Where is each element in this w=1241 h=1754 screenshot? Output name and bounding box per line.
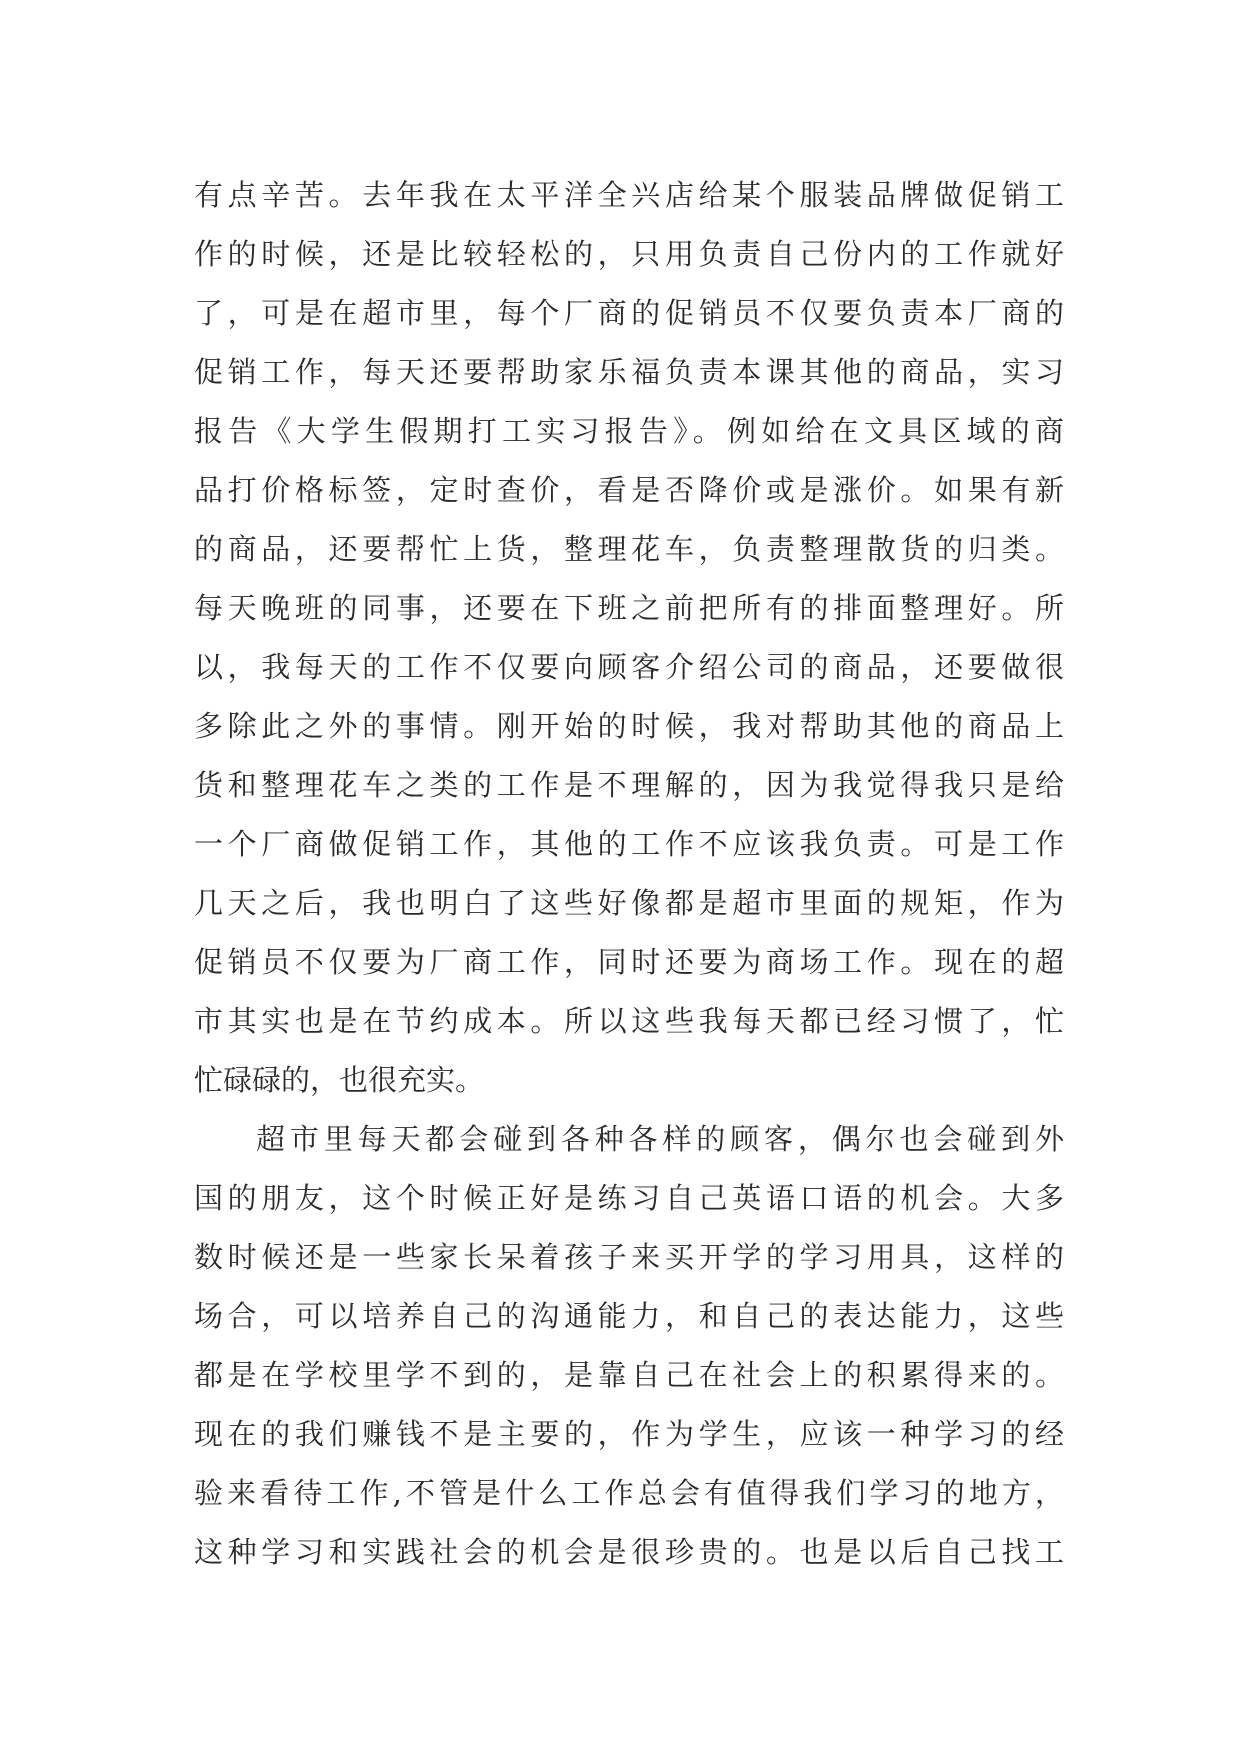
text-line: 一个厂商做促销工作，其他的工作不应该我负责。可是工作 [194,827,1064,861]
text-line: 以，我每天的工作不仅要向顾客介绍公司的商品，还要做很 [194,650,1064,684]
text-line: 验来看待工作,不管是什么工作总会有值得我们学习的地方， [194,1476,1064,1510]
text-line: 数时候还是一些家长呆着孩子来买开学的学习用具，这样的 [194,1240,1064,1274]
text-line: 促销工作，每天还要帮助家乐福负责本课其他的商品，实习 [194,355,1064,389]
text-line: 忙碌碌的，也很充实。 [194,1063,485,1097]
text-line: 品打价格标签，定时查价，看是否降价或是涨价。如果有新 [194,473,1064,507]
text-line: 促销员不仅要为厂商工作，同时还要为商场工作。现在的超 [194,945,1064,979]
text-line: 报告《大学生假期打工实习报告》。例如给在文具区域的商 [194,414,1064,448]
text-line: 每天晚班的同事，还要在下班之前把所有的排面整理好。所 [194,591,1064,625]
text-line: 多除此之外的事情。刚开始的时候，我对帮助其他的商品上 [194,709,1064,743]
text-line: 货和整理花车之类的工作是不理解的，因为我觉得我只是给 [194,768,1064,802]
text-line: 市其实也是在节约成本。所以这些我每天都已经习惯了，忙 [194,1004,1064,1038]
body-text [194,166,1064,1582]
text-line: 现在的我们赚钱不是主要的，作为学生，应该一种学习的经 [194,1417,1064,1451]
text-line: 这种学习和实践社会的机会是很珍贵的。也是以后自己找工 [194,1535,1064,1569]
text-line: 国的朋友，这个时候正好是练习自己英语口语的机会。大多 [194,1181,1064,1215]
text-line: 场合，可以培养自己的沟通能力，和自己的表达能力，这些 [194,1299,1064,1333]
text-line: 都是在学校里学不到的，是靠自己在社会上的积累得来的。 [194,1358,1064,1392]
text-line: 超市里每天都会碰到各种各样的顾客，偶尔也会碰到外 [256,1122,1064,1156]
text-line: 作的时候，还是比较轻松的，只用负责自己份内的工作就好 [194,237,1064,271]
text-line: 几天之后，我也明白了这些好像都是超市里面的规矩，作为 [194,886,1064,920]
text-line: 了，可是在超市里，每个厂商的促销员不仅要负责本厂商的 [194,296,1064,330]
text-line: 的商品，还要帮忙上货，整理花车，负责整理散货的归类。 [194,532,1064,566]
text-line: 有点辛苦。去年我在太平洋全兴店给某个服装品牌做促销工 [194,178,1064,212]
